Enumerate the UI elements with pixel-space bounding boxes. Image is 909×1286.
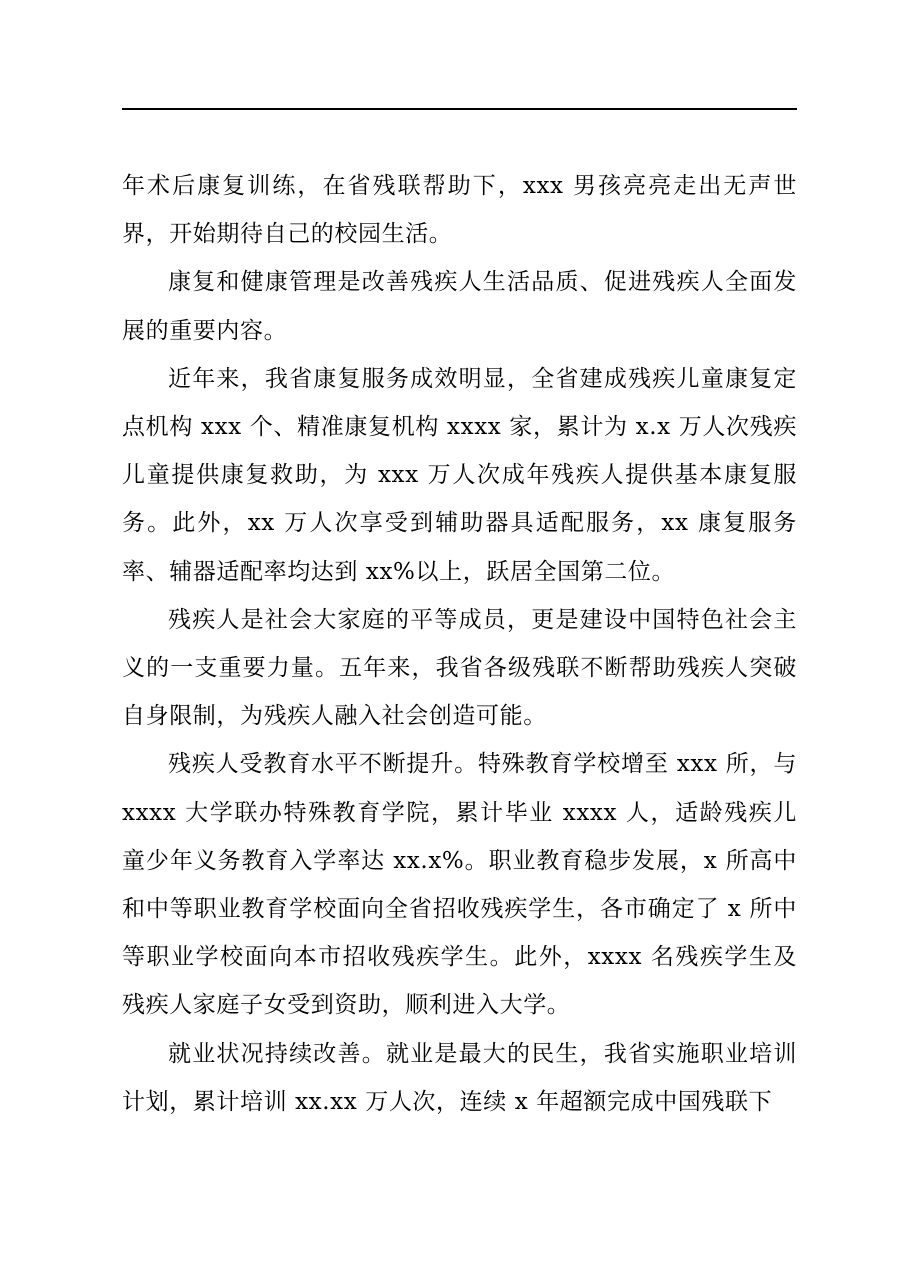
paragraph: 残疾人是社会大家庭的平等成员，更是建设中国特色社会主义的一支重要力量。五年来，我省各级残联不断帮助残疾人突破自身限制，为残疾人融入社会创造可能。 bbox=[122, 606, 797, 730]
body-text bbox=[122, 162, 797, 1126]
paragraph: 近年来，我省康复服务成效明显，全省建成残疾儿童康复定点机构 xxx 个、精准康复机构 xxxx 家，累计为 x.x 万人次残疾儿童提供康复救助，为 xxx 万人次成年残疾人提供基本康复服务。此外，xx 万人次享受到辅助器具适配服务，xx 康复服务率、辅器适配率均达到 xx%以上，跃居全国第二位。 bbox=[122, 365, 797, 585]
paragraph: 残疾人受教育水平不断提升。特殊教育学校增至 xxx 所，与 xxxx 大学联办特殊教育学院，累计毕业 xxxx 人，适龄残疾儿童少年义务教育入学率达 xx.x%。职业教育稳步发展，x 所高中和中等职业教育学校面向全省招收残疾学生，各市确定了 x 所中等职业学校面向本市招收残疾学生。此外，xxxx 名残疾学生及残疾人家庭子女受到资助，顺利进入大学。 bbox=[122, 751, 797, 1019]
paragraph: 年术后康复训练，在省残联帮助下，xxx 男孩亮亮走出无声世界，开始期待自己的校园生活。 bbox=[122, 173, 797, 248]
paragraph: 就业状况持续改善。就业是最大的民生，我省实施职业培训计划，累计培训 xx.xx 万人次，连续 x 年超额完成中国残联下 bbox=[122, 1040, 797, 1115]
paragraph: 康复和健康管理是改善残疾人生活品质、促进残疾人全面发展的重要内容。 bbox=[122, 269, 797, 344]
header-rule bbox=[122, 108, 797, 110]
